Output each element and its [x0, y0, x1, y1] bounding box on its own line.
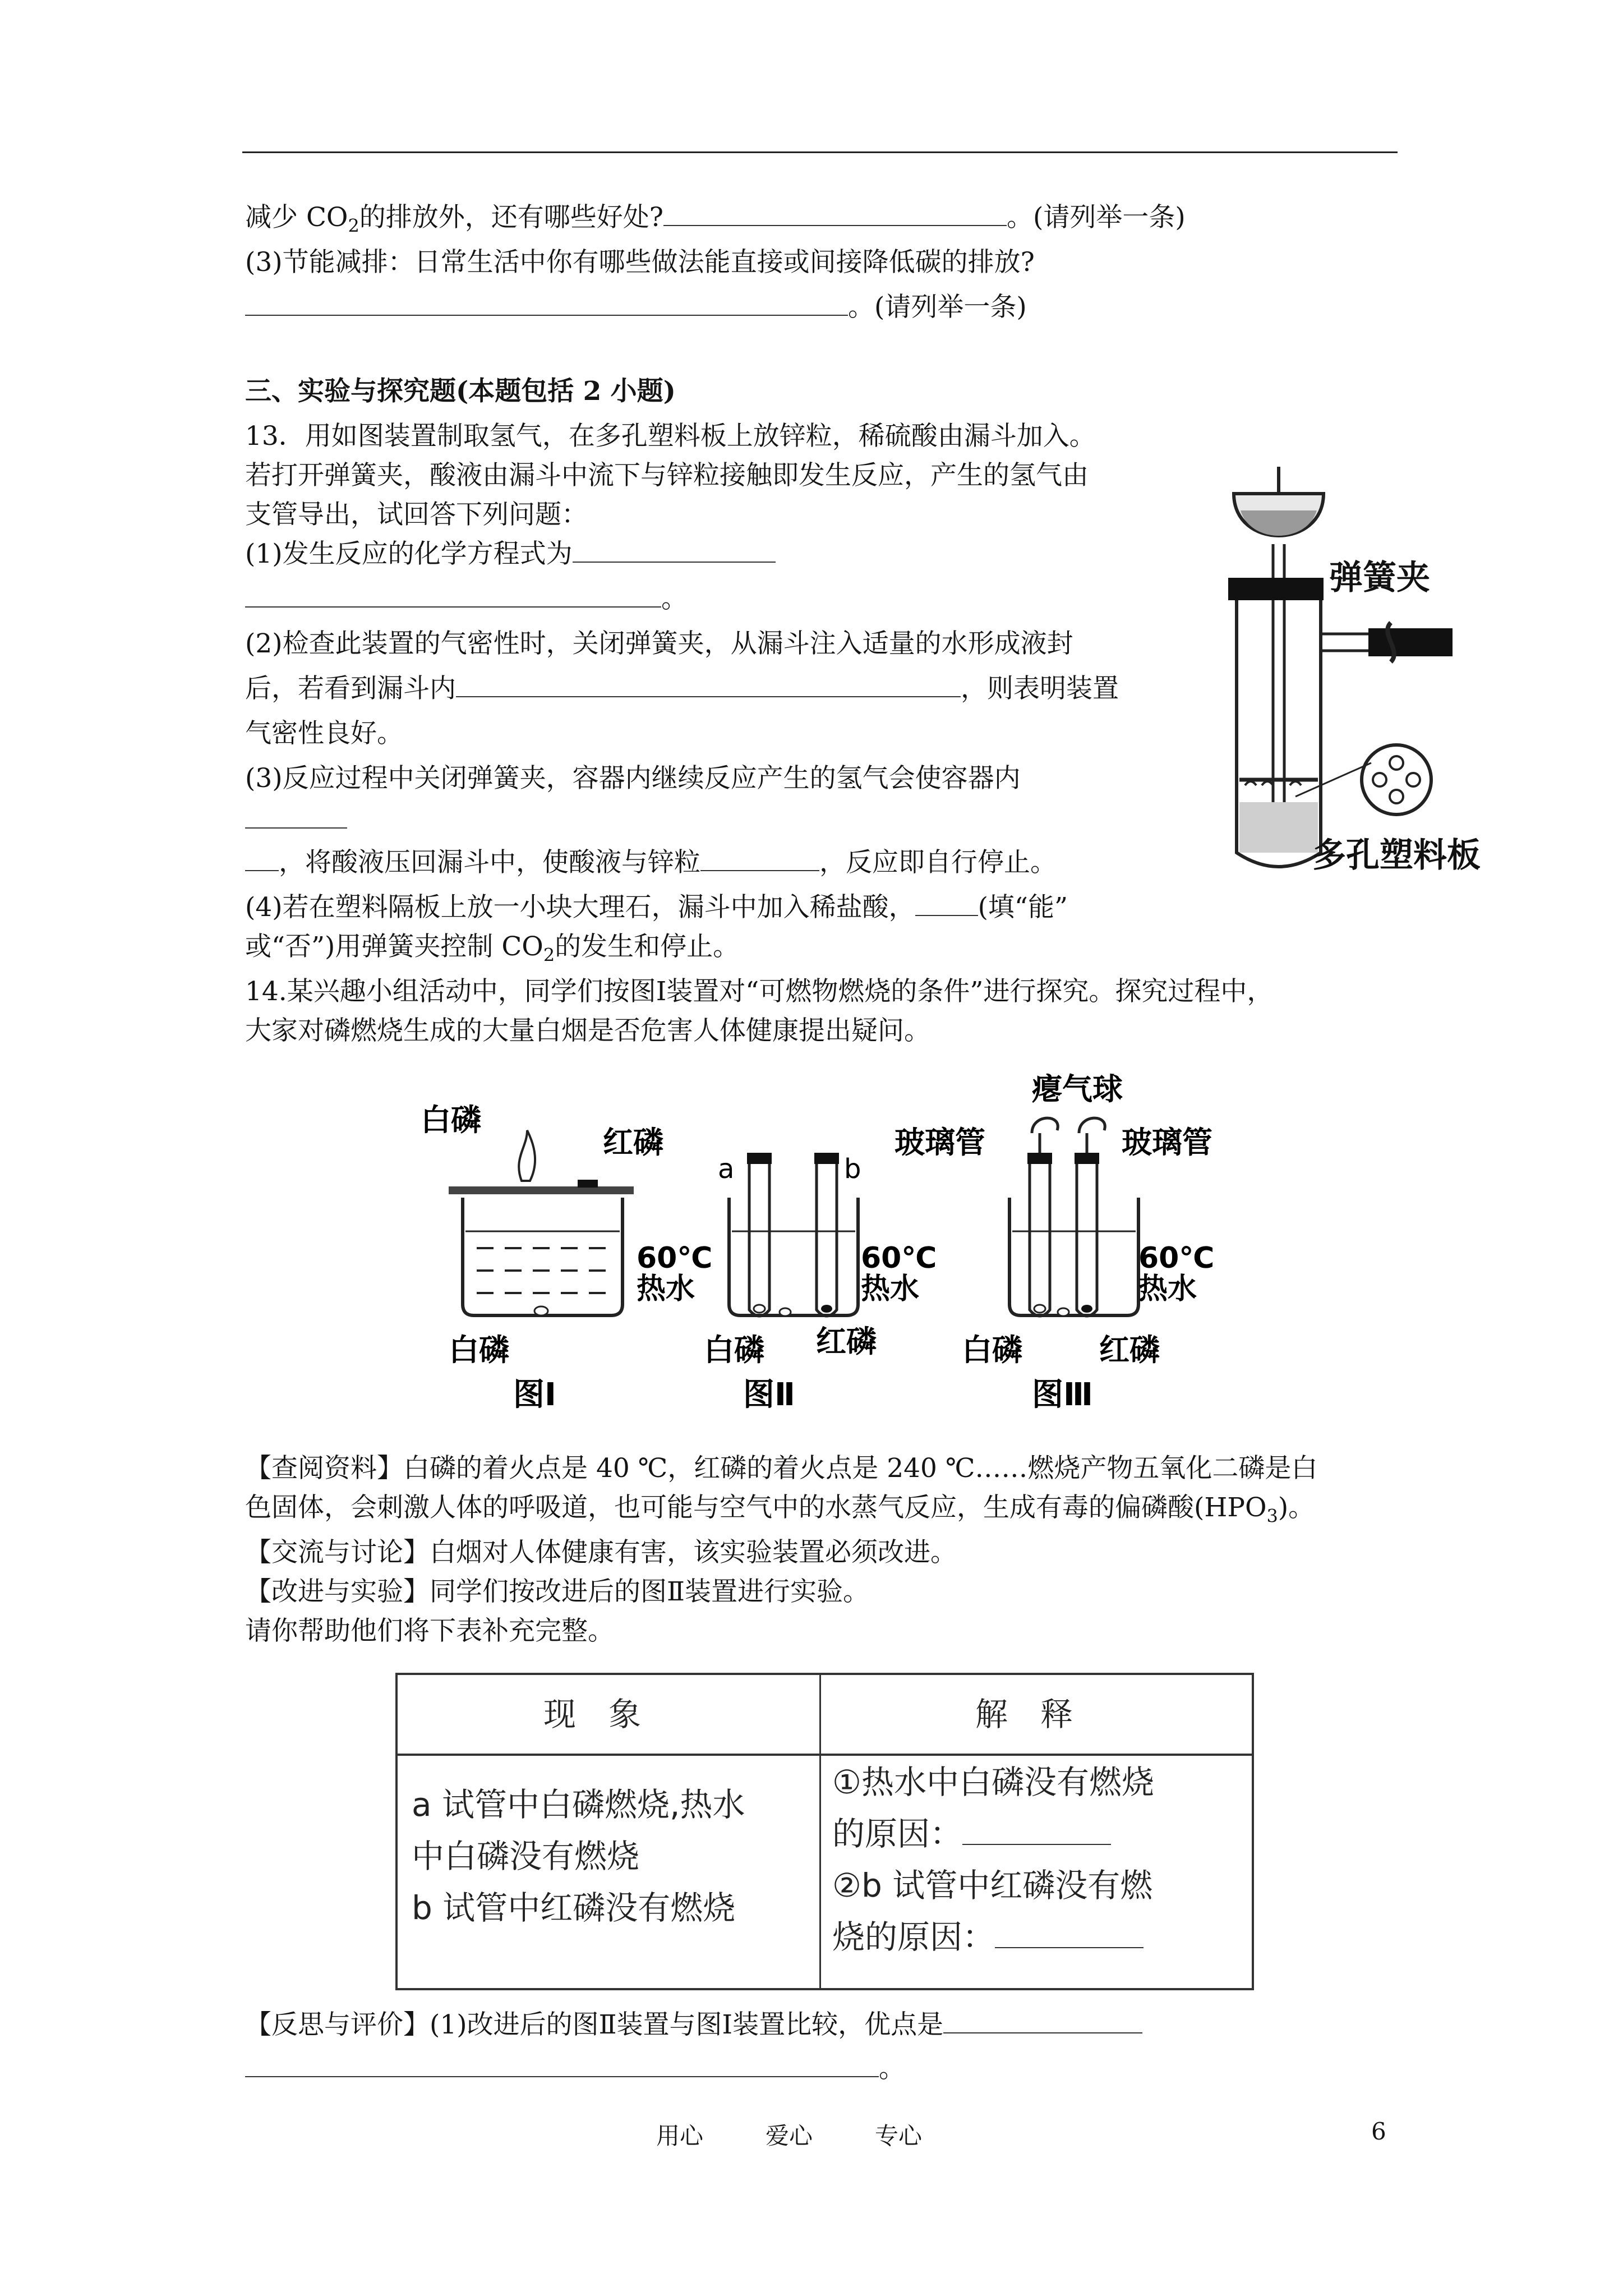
fig3-label-glass-left: 玻璃管: [895, 1125, 985, 1160]
fig3-label-glass-right: 玻璃管: [1122, 1125, 1212, 1160]
footer-motto-3: 专心: [875, 2122, 923, 2150]
q14-ref2: 色固体，会刺激人体的呼吸道，也可能与空气中的水蒸气反应，生成有毒的偏磷酸$(HPO_3)$。: [245, 1492, 1315, 1527]
fig1-caption: 图Ⅰ: [513, 1377, 556, 1413]
table-header-row: [398, 1675, 1252, 1756]
answer-blank[interactable]: [245, 2054, 879, 2077]
q13-line10: [245, 803, 347, 837]
fig3-label-water: 热水: [1138, 1272, 1197, 1306]
table-header-phenomenon: 现 象: [543, 1695, 642, 1733]
answer-blank[interactable]: [573, 539, 776, 563]
copper-plate: [449, 1186, 634, 1194]
header-rule: [242, 151, 1398, 153]
label-porous-plate: 多孔塑料板: [1312, 836, 1481, 875]
section-title: 三、实验与探究题(本题包括 2 小题): [245, 376, 676, 407]
answer-blank[interactable]: [245, 848, 279, 871]
q13-line11: ，将酸液压回漏斗中，使酸液与锌粒 ，反应即自行停止。: [245, 846, 1057, 880]
fig2-caption: 图Ⅱ: [743, 1377, 795, 1413]
q13-line3: 支管导出，试回答下列问题：: [245, 499, 588, 530]
q12-line2: (3)节能减排：日常生活中你有哪些做法能直接或间接降低碳的排放?: [245, 247, 1035, 278]
fig3-label-white-p: 白磷: [962, 1332, 1022, 1368]
figure-1: [421, 1102, 712, 1413]
answer-blank[interactable]: [245, 584, 661, 608]
fig3-caption: 图Ⅲ: [1032, 1377, 1093, 1413]
q14-ask: 请你帮助他们将下表补充完整。: [245, 1616, 614, 1646]
q13-line1: 13．用如图装置制取氢气，在多孔塑料板上放锌粒，稀硫酸由漏斗加入。: [245, 421, 1096, 452]
q14-reflect: 【反思与评价】(1)改进后的图Ⅱ装置与图Ⅰ装置比较，优点是: [245, 2008, 1142, 2042]
answer-blank[interactable]: [915, 892, 978, 916]
q13-line4: (1)发生反应的化学方程式为: [245, 537, 776, 571]
answer-blank[interactable]: [943, 2010, 1142, 2033]
test-tube-b: [817, 1164, 837, 1316]
rubber-tube: [1368, 628, 1453, 656]
q12-line1: 减少 $CO_2$的排放外，还有哪些好处? 。(请列举一条): [245, 202, 1186, 237]
fig1-label-red-p: 红磷: [603, 1125, 663, 1160]
q13-line6: (2)检查此装置的气密性时，关闭弹簧夹，从漏斗注入适量的水形成液封: [245, 628, 1073, 659]
q14-reflect-line2: 。: [245, 2052, 905, 2086]
answer-blank[interactable]: [456, 674, 961, 697]
q14-ref1: 【查阅资料】白磷的着火点是 40 ℃，红磷的着火点是 240 ℃……燃烧产物五氧化二磷是白: [245, 1453, 1318, 1484]
table-cell-phenomenon-line3: b 试管中红磷没有燃烧: [412, 1889, 736, 1927]
footer-motto-1: 用心: [656, 2122, 704, 2150]
fig3-label-temp: 60℃: [1138, 1241, 1215, 1275]
fig2-label-b: b: [844, 1153, 861, 1185]
q13-line2: 若打开弹簧夹，酸液由漏斗中流下与锌粒接触即发生反应，产生的氢气由: [245, 460, 1089, 491]
q14-line2: 大家对磷燃烧生成的大量白烟是否危害人体健康提出疑问。: [245, 1015, 930, 1046]
stopper: [1228, 578, 1324, 600]
q14-discuss: 【交流与讨论】白烟对人体健康有害，该实验装置必须改进。: [245, 1537, 957, 1568]
answer-blank[interactable]: [245, 292, 848, 316]
q13-line12: (4)若在塑料隔板上放一小块大理石，漏斗中加入稀盐酸， (填“能”: [245, 892, 1068, 923]
fig1-label-temp: 60℃: [637, 1241, 713, 1275]
answer-blank[interactable]: [245, 805, 347, 829]
fig2-label-white-p: 白磷: [704, 1332, 764, 1368]
footer-motto-2: 爱心: [766, 2122, 813, 2150]
balloon-left: [1032, 1118, 1058, 1133]
q13-line8: 气密性良好。: [245, 718, 403, 749]
fig2-label-a: a: [718, 1153, 735, 1185]
label-spring-clamp: 弹簧夹: [1329, 558, 1430, 597]
test-tube-a: [749, 1164, 769, 1316]
combustion-figures: [393, 1069, 1245, 1416]
table-cell-phenomenon-line1: a 试管中白磷燃烧,热水: [412, 1786, 745, 1824]
table-cell-explanation-line2: 的原因：: [832, 1808, 1111, 1860]
fig2-label-temp: 60℃: [861, 1241, 937, 1275]
q14-improve: 【改进与实验】同学们按改进后的图Ⅱ装置进行实验。: [245, 1576, 869, 1607]
table-header-explanation: 解 释: [975, 1695, 1073, 1733]
figure-2: [704, 1153, 937, 1413]
hydrogen-apparatus-figure: [1211, 466, 1537, 892]
fig1-label-white-p: 白磷: [421, 1102, 481, 1138]
fig1-label-white-p-bottom: 白磷: [449, 1332, 509, 1368]
q13-line5: 。: [245, 582, 688, 616]
fig1-label-water: 热水: [637, 1272, 695, 1306]
table-cell-explanation-line1: ①热水中白磷没有燃烧: [832, 1763, 1154, 1801]
funnel-liquid: [1241, 510, 1317, 536]
answer-blank[interactable]: [700, 848, 819, 871]
answer-blank[interactable]: [962, 1810, 1111, 1845]
fig2-label-water: 热水: [861, 1272, 920, 1306]
answer-blank[interactable]: [663, 203, 1007, 226]
q13-line7: 后，若看到漏斗内 ，则表明装置: [245, 673, 1119, 704]
q13-line13: 或“否”)用弹簧夹控制 $CO_2$的发生和停止。: [245, 931, 740, 966]
page-number: 6: [1371, 2118, 1386, 2145]
table-cell-explanation-line3: ②b 试管中红磷没有燃: [832, 1866, 1153, 1904]
balloon-right: [1079, 1118, 1105, 1133]
phenomena-table: [395, 1673, 1254, 1990]
table-cell-explanation-line4: 烧的原因：: [832, 1911, 1144, 1963]
q12-line3: 。(请列举一条): [245, 291, 1027, 324]
figure-3: [895, 1071, 1214, 1413]
fig3-label-balloon: 瘪气球: [1032, 1071, 1123, 1107]
q13-line9: (3)反应过程中关闭弹簧夹，容器内继续反应产生的氢气会使容器内: [245, 763, 1021, 794]
table-cell-phenomenon-line2: 中白磷没有燃烧: [412, 1837, 640, 1875]
q14-line1: 14.某兴趣小组活动中，同学们按图Ⅰ装置对“可燃物燃烧的条件”进行探究。探究过程中，: [245, 976, 1274, 1007]
fig2-label-red-p: 红磷: [816, 1324, 877, 1359]
flame-icon: [519, 1130, 535, 1181]
fig3-label-red-p: 红磷: [1099, 1332, 1160, 1368]
answer-blank[interactable]: [995, 1913, 1144, 1948]
